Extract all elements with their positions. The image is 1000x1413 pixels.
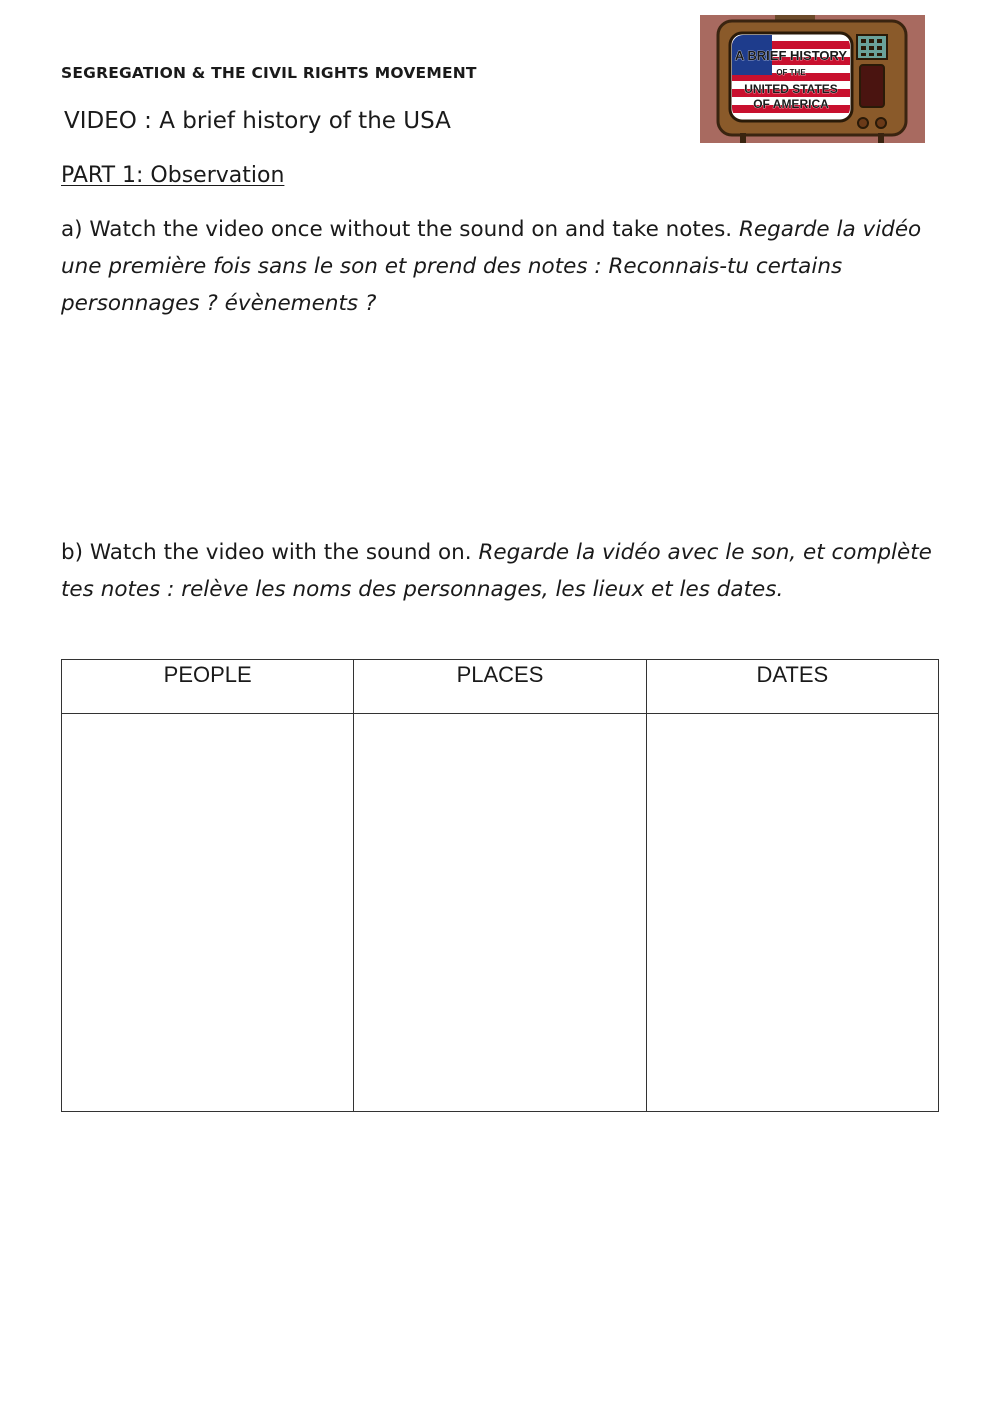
header-people: PEOPLE <box>62 660 354 714</box>
tv-line-4: OF AMERICA <box>753 97 829 111</box>
tv-line-1: A BRIEF HISTORY <box>734 48 848 63</box>
part1-title: PART 1: Observation <box>61 163 285 188</box>
instruction-a-french: Regarde la vidéo une première fois sans le son et prend des notes : Reconnais-tu certains personnages ? évènements ? <box>61 217 922 316</box>
worksheet-supertitle: SEGREGATION & THE CIVIL RIGHTS MOVEMENT <box>61 64 477 82</box>
instruction-a-english: a) Watch the video once without the sound on and take notes. <box>61 217 733 242</box>
tv-illustration <box>700 15 925 143</box>
people-answer-cell[interactable] <box>62 714 354 1112</box>
header-dates: DATES <box>646 660 938 714</box>
instruction-b-english: b) Watch the video with the sound on. <box>61 540 472 565</box>
instruction-a <box>61 211 941 322</box>
tv-line-2: OF THE <box>776 68 806 77</box>
video-title: VIDEO : A brief history of the USA <box>64 108 451 134</box>
tv-line-3: UNITED STATES <box>744 82 838 96</box>
notes-table <box>61 659 939 1112</box>
dates-answer-cell[interactable] <box>646 714 938 1112</box>
places-answer-cell[interactable] <box>354 714 646 1112</box>
instruction-b <box>61 534 941 608</box>
instruction-b-french: Regarde la vidéo avec le son, et complète tes notes : relève les noms des personnages, les lieux et les dates. <box>61 540 932 602</box>
header-places: PLACES <box>354 660 646 714</box>
